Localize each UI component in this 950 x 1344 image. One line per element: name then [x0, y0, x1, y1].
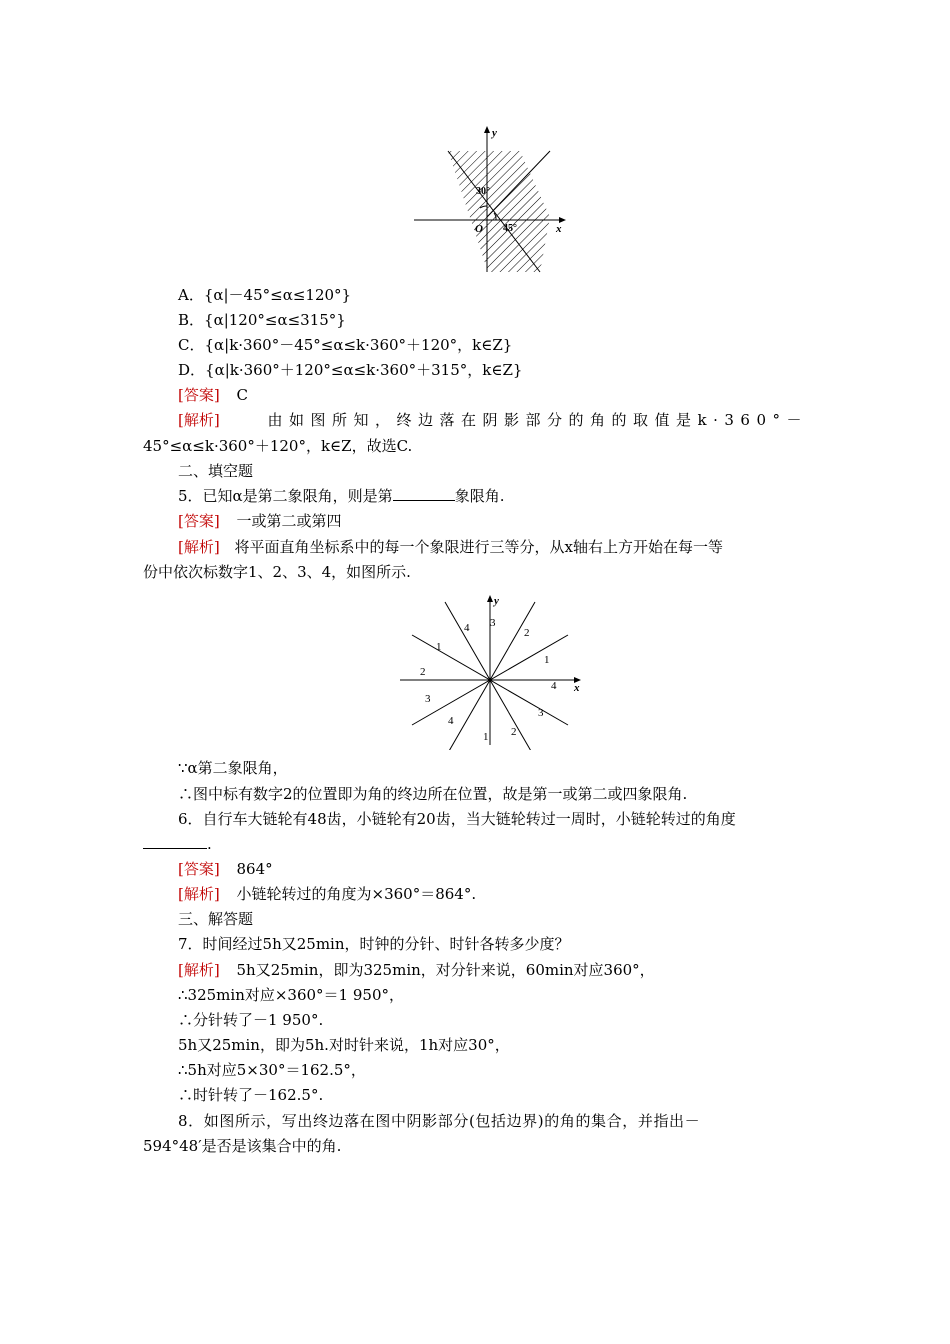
analysis-tag: [解析] [178, 885, 220, 903]
q6-question: 6．自行车大链轮有48齿，小链轮有20齿，当大链轮转过一周时，小链轮转过的角度 [178, 810, 736, 828]
analysis-text: 小链轮转过的角度为×360°＝864°. [236, 885, 477, 903]
origin-label: O [475, 223, 483, 235]
region-label-4: 4 [551, 680, 557, 692]
q5-therefore: ∴图中标有数字2的位置即为角的终边所在位置，故是第一或第二或四象限角. [178, 785, 688, 803]
q4-analysis-line2: 45°≤α≤k·360°＋120°，k∈Z，故选C. [143, 437, 413, 455]
option-d: D．{α|k·360°＋120°≤α≤k·360°＋315°，k∈Z} [178, 361, 523, 379]
section-fill-in: 二、填空题 [178, 462, 254, 480]
answer-blank [393, 486, 455, 501]
analysis-tag: [解析] [178, 961, 220, 979]
q7-analysis-line2: ∴325min对应×360°＝1 950°， [178, 986, 404, 1004]
figure-shaded-region [410, 124, 570, 276]
answer-text: 864° [236, 860, 273, 878]
region-label-3: 3 [425, 693, 431, 705]
region-label-2: 2 [524, 627, 530, 639]
q5-answer [178, 511, 342, 531]
q7-analysis-line5: ∴5h对应5×30°＝162.5°， [178, 1061, 366, 1079]
q4-answer [178, 385, 248, 405]
answer-text: 一或第二或第四 [236, 512, 342, 530]
angle-label-30: 30° [476, 186, 490, 197]
analysis-tag: [解析] [178, 538, 220, 556]
answer-blank [143, 834, 207, 849]
q6-question-blank-line [143, 834, 212, 854]
region-label-3: 3 [538, 707, 544, 719]
q7-question: 7．时间经过5h又25min，时钟的分针、时针各转多少度？ [178, 935, 570, 953]
analysis-text: 将平面直角坐标系中的每一个象限进行三等分，从x轴右上方开始在每一等 [234, 538, 723, 556]
q7-analysis-line1 [178, 960, 655, 980]
region-label-2: 2 [420, 666, 426, 678]
answer-text: C [236, 386, 248, 404]
region-label-1: 1 [544, 654, 550, 666]
option-c: C．{α|k·360°－45°≤α≤k·360°＋120°，k∈Z} [178, 336, 513, 354]
q5-question [178, 486, 504, 506]
q4-analysis-line1 [178, 410, 808, 430]
y-axis-label: y [492, 127, 497, 139]
region-label-2: 2 [511, 726, 517, 738]
q8-question-line2: 594°48′是否是该集合中的角. [143, 1137, 342, 1155]
angle-label-45: 45° [503, 223, 517, 234]
region-label-4: 4 [448, 715, 454, 727]
q7-analysis-line6: ∴时针转了－162.5°. [178, 1086, 324, 1104]
region-label-1: 1 [483, 731, 489, 743]
q7-analysis-line4: 5h又25min，即为5h.对时针来说，1h对应30°， [178, 1036, 510, 1054]
region-label-4: 4 [464, 622, 470, 634]
region-label-1: 1 [436, 641, 442, 653]
y-axis-arrow [487, 595, 493, 602]
q5-question-pre: 5．已知α是第二象限角，则是第 [178, 487, 393, 505]
figure-divided-quadrants [398, 590, 588, 750]
answer-tag: [答案] [178, 860, 220, 878]
q7-analysis-line3: ∴分针转了－1 950°. [178, 1011, 324, 1029]
section-solve: 三、解答题 [178, 910, 254, 928]
region-label-3: 3 [490, 617, 496, 629]
q8-question-line1: 8．如图所示，写出终边落在图中阴影部分(包括边界)的角的集合，并指出－ [178, 1112, 701, 1130]
y-axis-arrow [484, 126, 490, 133]
shaded-region [448, 151, 550, 272]
analysis-text: 5h又25min，即为325min，对分针来说，60min对应360°， [236, 961, 655, 979]
q6-question-end: . [207, 835, 212, 853]
answer-tag: [答案] [178, 512, 220, 530]
q5-analysis-line1 [178, 537, 723, 557]
analysis-tag: [解析] [178, 411, 220, 429]
x-axis-label: x [556, 223, 562, 235]
q5-analysis-line2: 份中依次标数字1、2、3、4，如图所示. [143, 563, 411, 581]
q6-answer [178, 859, 273, 879]
q5-question-post: 象限角. [454, 487, 505, 505]
option-b: B．{α|120°≤α≤315°} [178, 311, 346, 329]
y-axis-label: y [494, 595, 499, 607]
answer-tag: [答案] [178, 386, 220, 404]
analysis-text: 由如图所知，终边落在阴影部分的角的取值是k·360°－ [267, 411, 808, 429]
q5-because: ∵α第二象限角， [178, 759, 288, 777]
q6-analysis [178, 884, 476, 904]
x-axis-label: x [574, 682, 580, 694]
option-a: A．{α|－45°≤α≤120°} [178, 286, 352, 304]
